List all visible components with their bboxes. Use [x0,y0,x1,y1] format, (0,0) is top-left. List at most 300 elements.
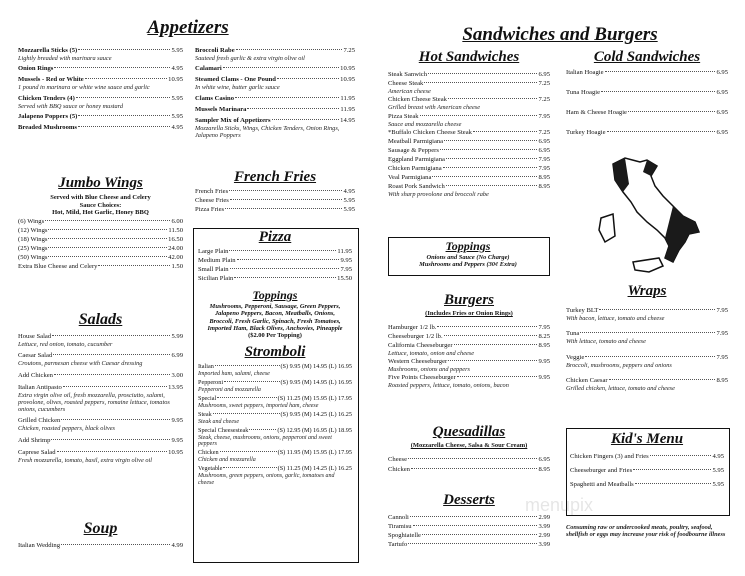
menu-item-name: Spoghiatelle [388,532,421,539]
menu-item [388,156,550,164]
dot-leader [48,238,167,239]
soup-section [18,521,183,550]
menu-item-price: 3.00 [171,371,183,379]
dot-leader [448,360,537,361]
menu-item [198,379,352,387]
dot-leader [229,190,342,191]
dot-leader [424,82,537,83]
dot-leader [230,199,343,200]
menu-item-price: 6.95 [538,137,550,145]
menu-item-description: Served with BBQ sauce or honey mustard [18,102,124,110]
menu-item-description: Croutons, parmesan cheese with Caesar dressing [18,360,143,368]
menu-item-name: Italian Wedding [18,542,61,549]
menu-item-name: Italian Antipasto [18,383,62,391]
menu-item-name: Eggpland Parmigiana [388,155,445,163]
menu-item-price: 11.95 [340,94,355,102]
menu-item-name: Veggie [566,353,585,361]
menu-item-name: Western Cheeseburger [388,357,448,365]
menu-item-description: In white wine, butter garlic sauce [195,84,280,92]
wraps-title: Wraps [627,283,667,299]
pizza-toppings-price: ($2.00 Per Topping) [248,332,302,340]
menu-item-name: Calamari [195,65,222,73]
menu-item-name: Steamed Clams - One Pound [195,76,276,84]
menu-item-description: Roasted peppers, lettuce, tomato, onions, bacon [388,382,509,390]
menu-item [388,138,550,146]
menu-item [18,113,183,121]
menu-item-price: 6.95 [716,89,728,96]
menu-item-price: 4.95 [171,65,183,73]
menu-item-price: 4.95 [712,453,724,460]
pizza-title: Pizza [258,229,292,245]
menu-item-price: 8.95 [716,376,728,384]
menu-item-name: Tuna [566,330,580,338]
menu-item-name: Italian [198,363,214,371]
cold-sandwiches-section [566,50,728,137]
dot-leader [220,451,277,452]
soup-title: Soup [83,520,118,537]
menu-item [18,333,183,341]
menu-item-name: Grilled Chicken [18,417,61,425]
menu-item-name: Caprese Salad [18,448,56,456]
menu-item-price: 7.25 [538,128,550,136]
menu-item-price: 7.95 [538,112,550,120]
menu-item-price: 5.95 [171,94,183,102]
dot-leader [599,309,715,310]
hot-sandwiches-title: Hot Sandwiches [418,49,520,65]
menu-item-name: Tuna Hoagie [566,89,601,96]
menu-item-price: 3.99 [538,541,550,548]
dot-leader [607,131,716,132]
menu-item-price: 4.95 [171,123,183,131]
menu-item-price: 9.95 [340,257,352,264]
wraps-list [566,307,728,392]
menu-item [18,384,183,392]
menu-item-name: Caesar Salad [18,352,53,360]
menu-item [198,363,352,371]
menu-item-description: Imported ham, salami, cheese [198,371,270,378]
menu-item-price: 15.50 [337,275,352,282]
menu-item-price: 10.95 [168,448,183,456]
dot-leader [444,335,538,336]
menu-item-name: Sausage & Peppers [388,146,439,154]
burgers-list [388,324,550,390]
dot-leader [53,354,170,355]
dot-leader [61,544,170,545]
dot-leader [432,176,537,177]
menu-item [195,106,355,114]
menu-item-name: Cheeseburger and Fries [570,467,633,474]
menu-item [18,76,183,84]
menu-item-name: Large Plain [198,248,229,255]
menu-item-price: (S) 9.95 (M) 14.25 (L) 16.25 [280,410,352,418]
menu-item [18,372,183,380]
dot-leader [213,413,280,414]
menu-item-name: Chicken Caesar [566,376,608,384]
menu-item-name: Pepperoni [198,379,224,387]
menu-item-name: Hamburger 1/2 lb. [388,323,437,331]
menu-item-name: House Salad [18,333,52,340]
fries-list [195,188,355,214]
menu-item-price: 7.25 [538,96,550,104]
menu-item [388,342,550,350]
menu-item-description: With sharp provolone and broccoli rabe [388,190,489,198]
menu-item-price: 7.95 [716,307,728,314]
wings-info-3: Hot, Mild, Hot Garlic, Honey BBQ [52,209,149,216]
menu-item [195,65,355,73]
quesadillas-list [388,456,550,474]
menu-item-name: Turkey BLT [566,307,599,314]
menu-item-price: 7.95 [538,164,550,172]
menu-item-price: 4.95 [343,188,355,195]
menu-item-description: Fresh mozzarella, tomato, basil, extra virgin olive oil [18,456,152,464]
dot-leader [57,451,168,452]
dot-leader [473,131,538,132]
dot-leader [51,439,170,440]
menu-item-name: Extra Blue Cheese and Celery [18,262,98,270]
menu-item [18,236,183,244]
menu-item-name: (18) Wings [18,235,48,243]
soup-list [18,542,183,550]
dot-leader [605,71,716,72]
pizza-list [198,248,352,283]
dot-leader [52,335,170,336]
kids-menu-section [570,432,724,489]
menu-item-name: Tartufo [388,541,408,548]
menu-item [566,354,728,362]
menu-item-description: Steak, cheese, mushrooms, onions, pepperoni and sweet peppers [198,434,332,448]
dot-leader [234,277,336,278]
menu-item-name: Veal Parmigiana [388,173,432,181]
menu-item-price: 24.00 [168,244,183,252]
menu-item-price: 6.95 [538,71,550,78]
menu-item [18,245,183,253]
menu-item [388,523,550,531]
menu-item-name: Tiramisu [388,523,412,530]
menu-item-price: 5.95 [712,481,724,488]
dot-leader [411,468,537,469]
menu-item-price: 8.95 [538,182,550,190]
menu-item [195,197,355,205]
dot-leader [440,149,538,150]
menu-item-price: 7.25 [343,47,355,54]
dot-leader [225,208,342,209]
menu-item-name: Pizza Steak [388,112,419,120]
dot-leader [63,386,167,387]
menu-item-name: Clams Casino [195,94,235,102]
dot-leader [446,158,538,159]
menu-item-name: Turkey Hoagie [566,129,606,136]
menu-item [570,467,724,475]
menu-item-name: (50) Wings [18,253,48,261]
menu-item [18,542,183,550]
food-safety-notice: Consuming raw or undercooked meats, poultry, seafood, shellfish or eggs may increase your risk of foodbourne illness [566,524,726,539]
dot-leader [78,115,170,116]
menu-item [388,71,550,79]
menu-item-description: Extra virgin olive oil, fresh mozzarella, prosciutto, salami, provolone, olives, roasted peppers, romaine lettuce, tomatos onions, cucumbers [18,391,170,414]
kids-list [570,453,724,489]
sandwich-toppings-line2: Mushrooms and Peppers (30¢ Extra) [419,261,517,269]
kids-menu-title: Kid's Menu [610,431,684,447]
dot-leader [277,78,339,79]
menu-item-description: Sauce and mozzarella cheese [388,120,462,128]
menu-item [570,481,724,489]
menu-item [18,227,183,235]
menu-item [198,275,352,283]
dot-leader [437,326,537,327]
menu-item [566,129,728,137]
menu-item-price: 9.95 [538,374,550,382]
menu-item-name: Chicken Parmigiana [388,164,442,172]
menu-item-price: 14.95 [340,116,355,124]
menu-item-description: Pepperoni and mozzarella [198,387,261,394]
menu-item-price: 5.95 [171,47,183,54]
burgers-subtitle: (Includes Fries or Onion Rings) [425,310,513,317]
menu-item-name: Breaded Mushrooms [18,123,77,131]
stromboli-list [198,363,352,486]
menu-item-name: Medium Plain [198,257,236,264]
menu-item-name: Cheese [388,455,408,463]
menu-item-name: Steak [198,410,212,418]
dot-leader [408,458,537,459]
menu-item [18,218,183,226]
fries-section [195,170,355,214]
menu-item-name: Chicken Cheese Steak [388,96,447,104]
wraps-section [566,284,728,392]
menu-item [18,449,183,457]
menu-item [18,47,183,55]
menu-item-name: Add Chicken [18,371,53,379]
menu-item-name: Jalapeno Poppers (5) [18,112,78,120]
dot-leader [247,108,339,109]
menu-item-description: Grilled chicken, lettuce, tomato and cheese [566,384,675,392]
menu-item-description: Mushrooms, onions and peppers [388,365,470,373]
quesadillas-title: Quesadillas [432,424,506,440]
menu-item [18,417,183,425]
menu-item [566,330,728,338]
wings-list [18,218,183,271]
dot-leader [650,455,712,456]
dot-leader [408,543,537,544]
menu-item-name: Meatball Parmigiana [388,137,444,145]
menu-item-price: 13.95 [168,383,183,391]
sandwich-toppings-title: Toppings [445,239,491,253]
menu-item [388,147,550,155]
menu-item [570,453,724,461]
menu-item-price: 5.95 [343,206,355,213]
menu-item-price: (S) 12.95 (M) 16.95 (L) 18.95 [277,426,352,434]
menu-item-name: Mussels Marinara [195,105,247,113]
menu-item [388,80,550,88]
dot-leader [609,379,716,380]
menu-item-name: Pizza Fries [195,206,225,213]
menu-item [566,307,728,315]
dot-leader [422,534,537,535]
menu-item-price: 42.00 [168,253,183,261]
appetizers-right [195,47,355,139]
menu-item-description: Chicken and mozzarella [198,457,256,464]
menu-item-price: 6.00 [171,217,183,225]
dot-leader [98,265,170,266]
menu-item [18,95,183,103]
quesadillas-subtitle: (Mozzarella Cheese, Salsa & Sour Cream) [410,442,528,449]
menu-item-name: Cheeseburger 1/2 lb. [388,332,443,340]
menu-item-description: American cheese [388,88,431,95]
menu-item-price: 5.99 [171,333,183,340]
menu-item [566,109,728,117]
dot-leader [85,78,167,79]
dot-leader [54,374,170,375]
menu-item-description: With lettuce, tomato and cheese [566,338,646,346]
menu-item-price: 10.95 [340,65,355,73]
menu-item-price: 11.95 [340,105,355,113]
dot-leader [457,376,538,377]
menu-item-name: Small Plain [198,266,229,273]
menu-item [388,466,550,474]
menu-item-price: 9.95 [171,417,183,425]
menu-item-name: Five Points Cheeseburger [388,374,456,382]
dot-leader [48,229,167,230]
menu-item [195,47,355,55]
menu-item-price: 11.50 [168,226,183,234]
cold-sandwiches-list [566,69,728,137]
menu-item-name: Cheese Steak [388,80,424,87]
menu-item [195,117,355,125]
pizza-toppings-title: Toppings [252,288,298,302]
menu-item-price: 4.99 [171,542,183,549]
salads-section [18,312,183,464]
italy-map-image [585,150,705,280]
menu-item-price: 10.95 [340,76,355,84]
menu-item-price: 7.95 [538,155,550,163]
menu-item-name: Spaghetti and Meatballs [570,481,634,488]
menu-item-price: (S) 11.25 (M) 14.25 (L) 16.25 [277,465,352,473]
dot-leader [76,97,171,98]
menu-item-description: 1 pound in marinara or white wine sauce and garlic [18,84,150,92]
dot-leader [454,344,538,345]
menu-item [18,437,183,445]
menu-item-name: Cheese Fries [195,197,229,204]
menu-item-name: Chicken [388,465,410,473]
menu-item-description: Broccoli, mushrooms, peppers and onions [566,361,672,369]
dot-leader [443,167,538,168]
menu-item-name: Mussels - Red or White [18,76,84,84]
menu-item [198,427,352,435]
dot-leader [229,250,336,251]
menu-item-name: (25) Wings [18,244,48,252]
menu-item [198,266,352,274]
menu-item [388,532,550,540]
dot-leader [223,67,339,68]
menu-item [388,174,550,182]
menu-item-price: 8.95 [538,341,550,349]
menu-item-name: Chicken [198,449,219,457]
stromboli-title: Stromboli [244,344,306,361]
menu-item [198,449,352,457]
menu-item-name: Ham & Cheese Hoagie [566,109,627,116]
dot-leader [45,220,170,221]
dot-leader [230,268,340,269]
appetizers-title: Appetizers [147,17,229,38]
dot-leader [633,469,711,470]
menu-item-name: French Fries [195,188,229,195]
menu-item [198,248,352,256]
dot-leader [78,126,171,127]
menu-item-name: Chicken Fingers (3) and Fries [570,453,649,460]
dot-leader [448,98,537,99]
menu-item [195,95,355,103]
menu-item [18,65,183,73]
menu-item-price: 5.95 [712,467,724,474]
cold-sandwiches-title: Cold Sandwiches [593,49,701,65]
menu-item [388,324,550,332]
menu-item-price: (S) 11.25 (M) 15.95 (L) 17.95 [277,395,352,403]
menu-item-description: Lettuce, red onion, tomato, cucumber [18,341,113,348]
quesadillas-section [388,425,550,474]
menu-item-price: (S) 11.95 (M) 15.95 (L) 17.95 [277,449,352,457]
menu-item-price: 2.99 [538,514,550,521]
menu-item-name: Steak Sanwich [388,71,428,78]
menu-item-price: 16.50 [168,235,183,243]
dot-leader [635,483,712,484]
dot-leader [444,140,537,141]
dot-leader [446,185,538,186]
wings-title: Jumbo Wings [58,175,143,191]
menu-item-price: 5.95 [343,197,355,204]
menu-item-description: Chicken, roasted peppers, black olives [18,425,115,433]
menu-item-price: 6.95 [716,69,728,76]
sandwich-toppings-line1: Onions and Sauce (No Charge) [426,254,510,261]
burgers-title: Burgers [443,292,495,308]
menu-item [195,188,355,196]
menu-item-price: 8.95 [538,465,550,473]
menu-item-price: 7.95 [716,330,728,338]
menu-item [198,395,352,403]
dot-leader [428,73,537,74]
menu-item-price: 6.99 [171,352,183,360]
menu-item [195,76,355,84]
pizza-toppings-text: Mushrooms, Pepperoni, Sausage, Green Peppers, Jalapeno Peppers, Bacon, Meatballs, Onions, Broccoli, Fresh Garlic, Spinach, Fresh Tomatoes, Imported Ham, Black Olives, Anchovies, Pineapple [207,303,343,332]
dot-leader [48,256,167,257]
dot-leader [410,516,538,517]
menu-item-price: 7.25 [538,80,550,87]
appetizers-left-list [18,47,183,132]
menu-item-description: With bacon, lettuce, tomato and cheese [566,315,665,322]
dot-leader [272,119,340,120]
menu-item-name: Sampler Mix of Appetizers [195,116,271,124]
menu-item [18,352,183,360]
desserts-title: Desserts [443,492,495,508]
menu-item [388,456,550,464]
dot-leader [420,115,538,116]
menu-item-price: 6.95 [716,129,728,136]
menu-item-description: Lettuce, tomato, onion and cheese [388,349,475,357]
menu-item-price: 8.95 [538,173,550,181]
menu-item [388,541,550,549]
pizza-section [198,230,352,487]
sandwiches-title: Sandwiches and Burgers [462,24,658,45]
menu-item-price: 11.95 [337,248,352,255]
sandwich-toppings [388,240,548,269]
menu-item-price: 8.25 [538,332,550,340]
menu-item-name: Add Shrimp [18,436,51,444]
menu-item-price: (S) 9.95 (M) 14.95 (L) 16.95 [280,363,352,371]
menu-item-name: Onion Rings [18,65,54,73]
menu-item-name: Italian Hoagie [566,69,604,76]
menu-item-name: *Buffalo Chicken Cheese Steak [388,128,472,136]
menu-item [198,257,352,265]
menu-item-price: 3.99 [538,523,550,530]
menu-item-description: Mushrooms, green peppers, onions, garlic, tomatoes and cheese [198,473,335,486]
